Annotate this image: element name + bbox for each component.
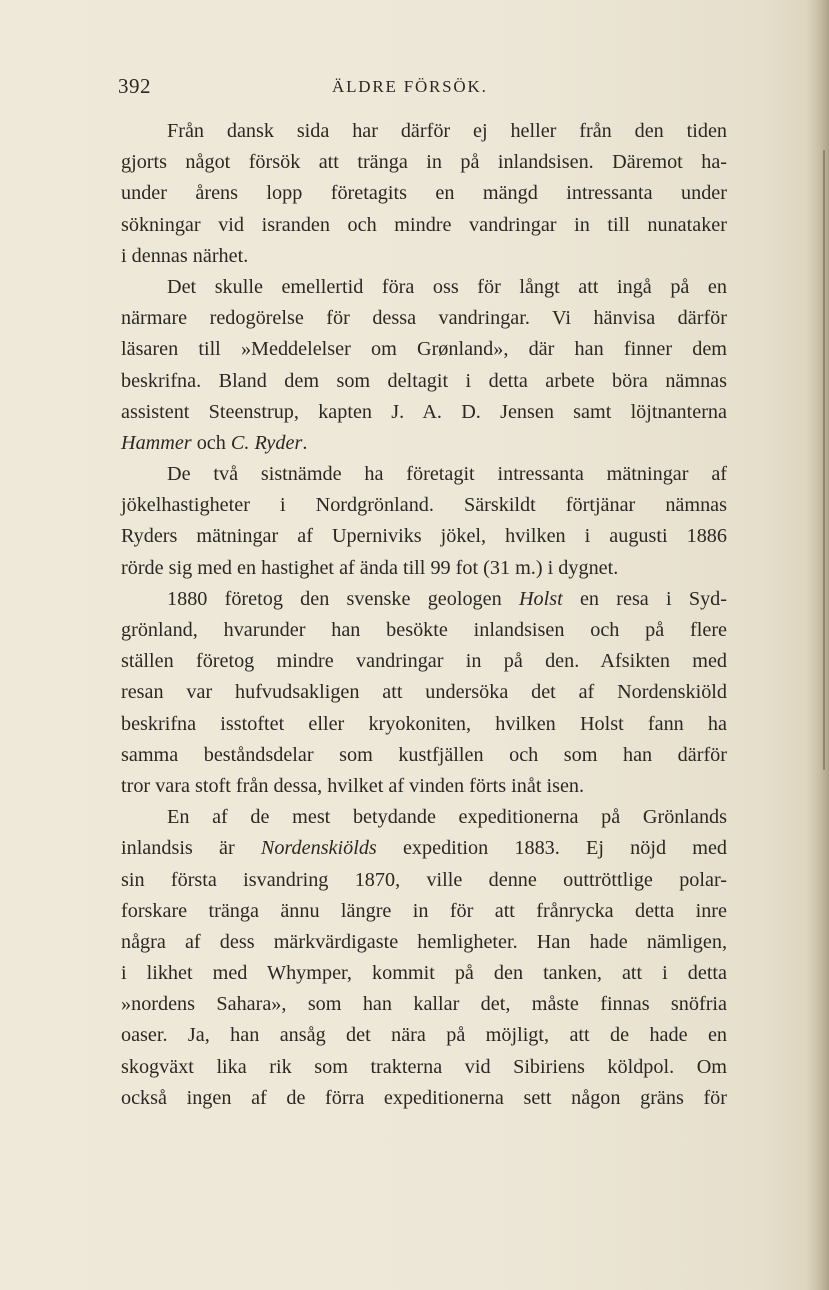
- text-line: under årens lopp företagits en mängd intressanta under: [121, 182, 727, 205]
- text-line: grönland, hvarunder han besökte inlandsisen och på flere: [121, 619, 727, 641]
- text-line: tror vara stoft från dessa, hvilket af vinden förts inåt isen.: [121, 774, 585, 797]
- text-line: sökningar vid isranden och mindre vandringar in till nunataker: [121, 213, 727, 236]
- text-line: läsaren till »Meddelelser om Grønland», där han finner dem: [121, 338, 727, 361]
- text-line: [121, 584, 727, 615]
- text-line: sin första isvandring 1870, ville denne outtröttlige polar-: [121, 868, 727, 891]
- text-line: beskrifna. Bland dem som deltagit i detta arbete böra nämnas: [121, 369, 727, 392]
- italic-name: Holst: [518, 587, 563, 610]
- text-line: närmare redogörelse för dessa vandringar. Vi hänvisa därför: [121, 307, 727, 330]
- text-line: i dennas närhet.: [121, 244, 249, 267]
- italic-name: C. Ryder: [230, 431, 303, 454]
- text-line: forskare tränga ännu längre in för att frånrycka detta inre: [121, 899, 727, 922]
- text-line: De två sistnämde ha företagit intressanta mätningar af: [167, 463, 727, 486]
- italic-name: Hammer: [121, 431, 192, 454]
- text-line: [121, 428, 727, 459]
- text-line: Från dansk sida har därför ej heller från den tiden: [167, 120, 727, 142]
- text-line: ställen företog mindre vandringar in på den. Afsikten med: [121, 650, 727, 673]
- text-line: »nordens Sahara», som han kallar det, måste finnas snöfria: [121, 993, 727, 1016]
- line-fragment: en resa i Syd-: [562, 587, 727, 610]
- page-number: 392: [118, 74, 151, 98]
- italic-name: Nordenskiölds: [260, 837, 377, 860]
- text-line: En af de mest betydande expeditionerna på Grönlands: [167, 806, 727, 829]
- line-fragment: 1880 företog den svenske geologen: [167, 587, 519, 610]
- page-header: [118, 74, 728, 104]
- text-line: Ryders mätningar af Uperniviks jökel, hvilken i augusti 1886: [121, 525, 727, 548]
- line-fragment: expedition 1883. Ej nöjd med: [376, 837, 727, 860]
- line-fragment: inlandsis är: [121, 837, 261, 860]
- binding-edge: [823, 150, 825, 770]
- text-line: samma beståndsdelar som kustfjällen och som han därför: [121, 743, 727, 766]
- page-gutter-shadow: [807, 0, 829, 1290]
- text-line: assistent Steenstrup, kapten J. A. D. Jensen samt löjtnanterna: [121, 400, 727, 423]
- text-line: beskrifna isstoftet eller kryokoniten, hvilken Holst fann ha: [121, 712, 727, 735]
- body-text: [121, 116, 727, 1114]
- text-line: resan var hufvudsakligen att undersöka det af Nordenskiöld: [121, 681, 727, 704]
- text-line: Det skulle emellertid föra oss för långt att ingå på en: [167, 275, 727, 298]
- text-line: oaser. Ja, han ansåg det nära på möjligt, att de hade en: [121, 1024, 727, 1047]
- line-fragment: .: [302, 431, 308, 454]
- running-head: ÄLDRE FÖRSÖK.: [332, 77, 488, 96]
- text-line: rörde sig med en hastighet af ända till 99 fot (31 m.) i dygnet.: [121, 556, 619, 579]
- text-line: [121, 833, 727, 864]
- text-line: jökelhastigheter i Nordgrönland. Särskildt förtjänar nämnas: [121, 494, 727, 517]
- text-line: också ingen af de förra expeditionerna sett någon gräns för: [121, 1086, 727, 1109]
- text-line: gjorts något försök att tränga in på inlandsisen. Däremot ha-: [121, 151, 727, 174]
- text-line: i likhet med Whymper, kommit på den tanken, att i detta: [121, 962, 727, 985]
- text-line: några af dess märkvärdigaste hemligheter. Han hade nämligen,: [121, 930, 727, 953]
- line-fragment: och: [191, 431, 231, 454]
- text-line: skogväxt lika rik som trakterna vid Sibiriens köldpol. Om: [121, 1055, 727, 1078]
